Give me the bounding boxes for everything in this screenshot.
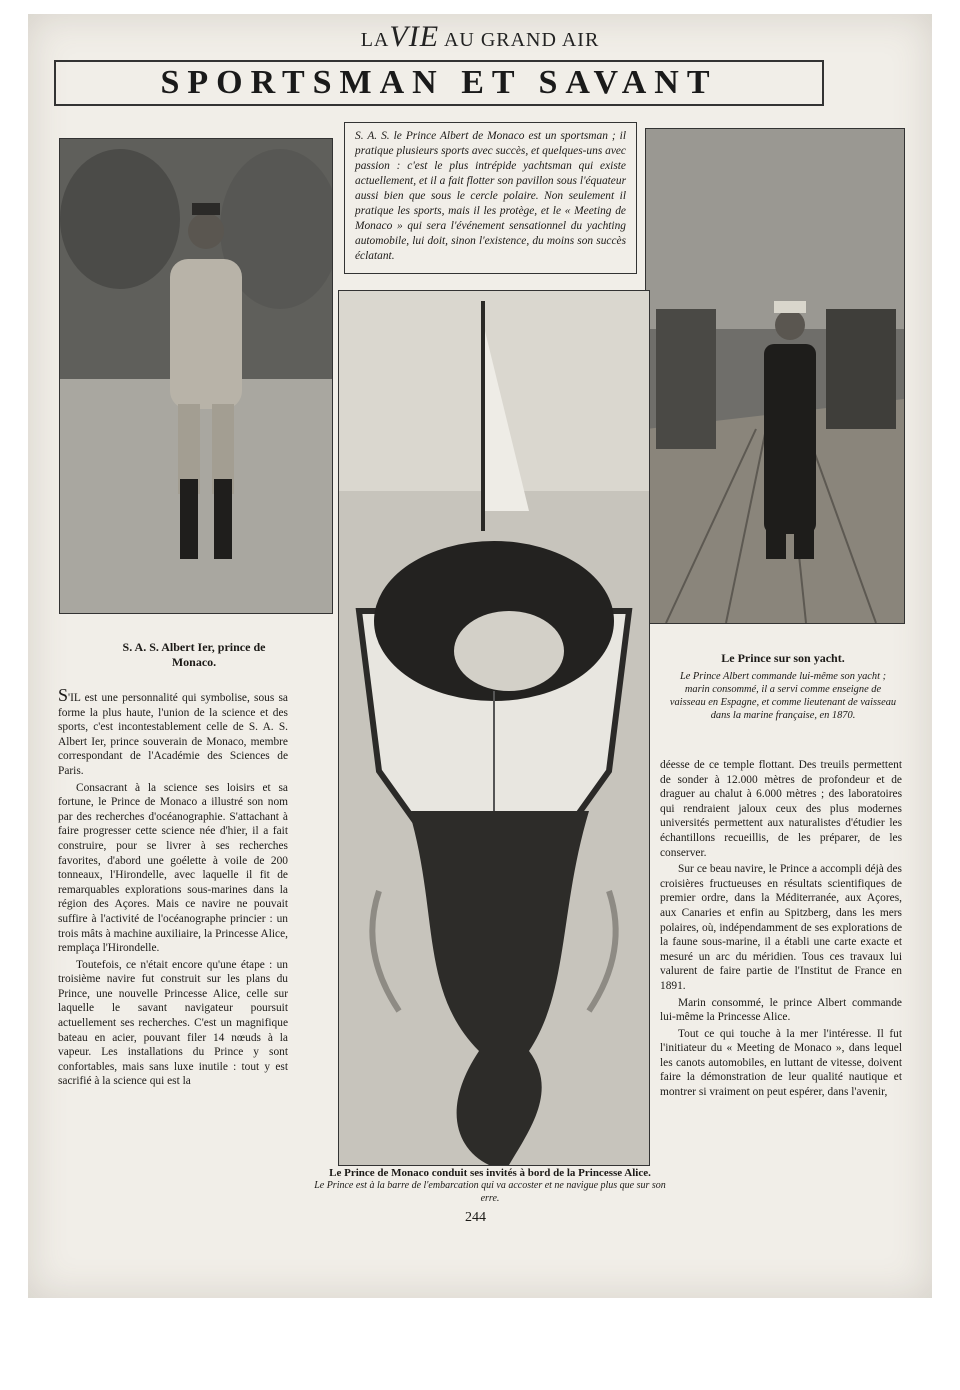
drop-cap: S [58,685,69,705]
left-paragraph-1-text: 'IL est une personnalité qui symbolise, sous sa forme la plus haute, l'union de la science et des sports, c'est incontestablement celle de S. A. S. Albert Ier, prince souverain de Monaco, membre correspondant de l'Académie des Sciences de Paris. [58,692,288,777]
left-column [58,685,288,1091]
masthead-rest: AU GRAND AIR [443,29,600,51]
masthead-la: LA [360,29,390,51]
caption-center [310,1167,670,1205]
right-paragraph-2: Sur ce beau navire, le Prince a accompli déjà des croisières fructueuses en résultats scientifiques de premier ordre, dans la Méditerranée, aux Açores, aux Canaries et enfin au Spitzberg, dans les mers polaires, où, indépendamment de ses explorations de la faune sous-marine, il a établi une carte exacte et mesuré un arc du méridien. Tous ces travaux lui valurent de faire partie de l'Institut de France en 1891. [660,863,902,992]
magazine-page [28,14,932,1298]
left-paragraph-1 [58,685,288,779]
caption-left-title: S. A. S. Albert Ier, prince de Monaco. [122,640,266,669]
masthead-vie: VIE [389,20,440,53]
intro-box [344,122,637,274]
right-paragraph-3: Marin consommé, le prince Albert commande lui-même la Princesse Alice. [660,996,902,1024]
right-paragraph-4: Tout ce qui touche à la mer l'intéresse. Il fut l'initiateur du « Meeting de Monaco », dans lequel les canots automobiles, en luttant de vitesse, doivent faire la démonstration de leur qualité nautique et montrer si vraiment on peut espérer, dans l'avenir, [660,1027,902,1099]
title-box [54,60,824,106]
left-paragraph-2: Consacrant à la science ses loisirs et sa fortune, le Prince de Monaco a illustré son nom par des recherches d'océanographie. S'attachant à faire progresser cette science née d'hier, il a fait construire, pour se livrer à ses recherches favorites, d'abord une goélette à voile de 200 tonneaux, l'Hirondelle, avec laquelle il fit de remarquables explorations sous-marines dans la région des Açores. Mais ce navire ne pouvait suffire à l'activité de l'océanographe princier : un trois mâts à machine auxiliaire, la Princesse Alice, remplaça l'Hirondelle. [58,781,288,955]
photo-prince-portrait [59,138,333,614]
photo-boat-princesse-alice [338,290,650,1166]
caption-right-text: Le Prince Albert commande lui-même son yacht ; marin consommé, il a servi comme enseigne de vaisseau en Espagne, et comme lieutenant de vaisseau dans la marine française, en 1870. [669,671,897,721]
right-column [660,758,902,1102]
caption-right-title: Le Prince sur son yacht. [721,651,845,665]
photo-prince-on-yacht [645,128,905,624]
masthead [28,20,932,54]
caption-right [668,651,898,722]
intro-text: S. A. S. le Prince Albert de Monaco est un sportsman ; il pratique plusieurs sports avec succès, et quelques-uns avec passion : c'est le plus intrépide yachtsman qui existe actuellement, et il a fait flotter son pavillon sous l'équateur aussi bien que sous le cercle polaire. Non seulement il pratique les sports, mais il les protège, et le « Meeting de Monaco » qui sera l'événement sensationnel du yachting automobile, lui doit, sinon l'existence, du moins son succès éclatant. [355,130,626,262]
left-paragraph-3: Toutefois, ce n'était encore qu'une étape : un troisième navire fut construit sur les plans du Prince, une nouvelle Princesse Alice, celle sur laquelle le savant navigateur poursuit actuellement ses recherches. C'est un magnifique bateau en acier, pouvant filer 14 nœuds à la vapeur. Les installations du Prince y sont confortables, mais sans luxe inutile : tout y est sacrifié à la science qui est la [58,958,288,1088]
page-number: 244 [465,1210,486,1225]
caption-left [114,640,274,670]
article-title: SPORTSMAN ET SAVANT [160,64,718,101]
right-paragraph-1: déesse de ce temple flottant. Des treuils permettent de sonder à 12.000 mètres de profondeur et de draguer au chalut à 6.000 mètres ; des laboratoires qui rendraient jaloux ceux des plus modernes universités permettent aux naturalistes d'étudier les échantillons recueillis, de les préparer, de les conserver. [660,759,902,859]
caption-center-text: Le Prince est à la barre de l'embarcation qui va accoster et ne navigue plus que sur son erre. [314,1180,666,1204]
caption-center-title: Le Prince de Monaco conduit ses invités à bord de la Princesse Alice. [329,1167,651,1179]
